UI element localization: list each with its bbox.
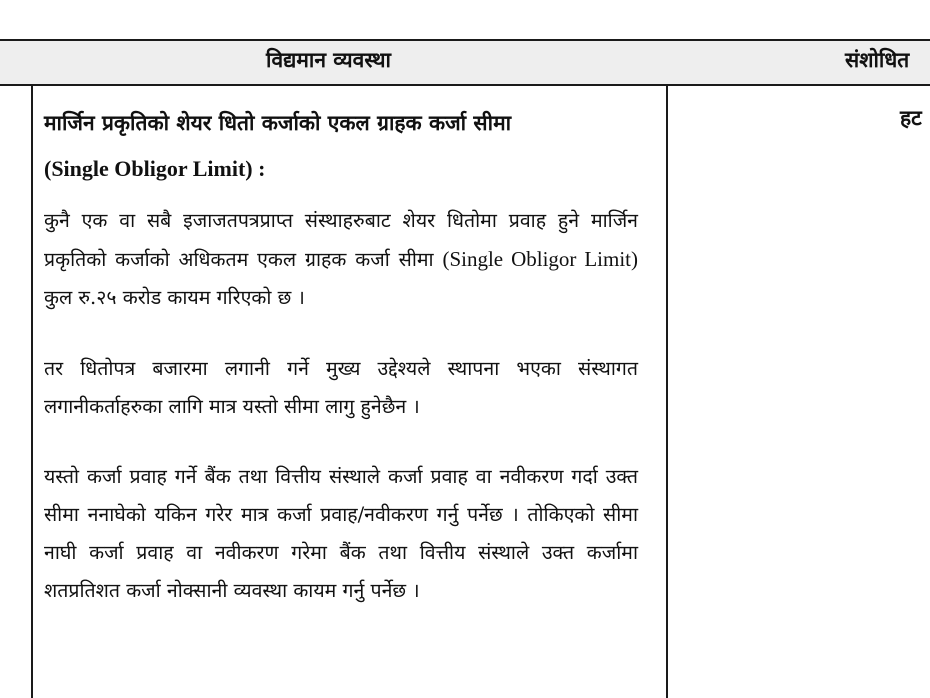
header-bottom-border bbox=[0, 84, 930, 86]
header-amended: संशोधित bbox=[845, 47, 910, 72]
header-row bbox=[0, 41, 930, 84]
provision-title bbox=[44, 100, 644, 192]
paragraph-1-en: (Single Obligor Limit) bbox=[442, 247, 638, 271]
header-existing: विद्यमान व्यवस्था bbox=[266, 47, 391, 72]
amended-text: हट bbox=[900, 105, 922, 130]
paragraph-2: तर धितोपत्र बजारमा लगानी गर्ने मुख्य उद्देश्यले स्थापना भएका संस्थागत लगानीकर्ताहरुका लागि मात्र यस्तो सीमा लागु हुनेछैन । bbox=[44, 357, 638, 418]
provision-title-en: (Single Obligor Limit) : bbox=[44, 156, 266, 181]
paragraph-1-np: कुनै एक वा सबै इजाजतपत्रप्राप्त संस्थाहरुबाट शेयर धितोमा प्रवाह हुने मार्जिन प्रकृतिको कर्जाको अधिकतम एकल ग्राहक कर्जा सीमा bbox=[44, 209, 638, 271]
paragraph-1 bbox=[44, 202, 638, 317]
paragraph-3: यस्तो कर्जा प्रवाह गर्ने बैंक तथा वित्तीय संस्थाले कर्जा प्रवाह वा नवीकरण गर्दा उक्त सीमा ननाघेको यकिन गरेर मात्र कर्जा प्रवाह/नवीकरण गर्नु पर्नेछ । तोकिएको सीमा नाघी कर्जा प्रवाह वा नवीकरण गरेमा बैंक तथा वित्तीय संस्थाले उक्त कर्जामा शतप्रतिशत कर्जा नोक्सानी व्यवस्था कायम गर्नु पर्नेछ । bbox=[44, 465, 638, 602]
col-divider-middle bbox=[666, 39, 668, 698]
provision-title-np: मार्जिन प्रकृतिको शेयर धितो कर्जाको एकल ग्राहक कर्जा सीमा bbox=[44, 110, 512, 135]
paragraph-1-tail: कुल रु.२५ करोड कायम गरिएको छ । bbox=[44, 286, 305, 309]
col-divider-left bbox=[31, 39, 33, 698]
